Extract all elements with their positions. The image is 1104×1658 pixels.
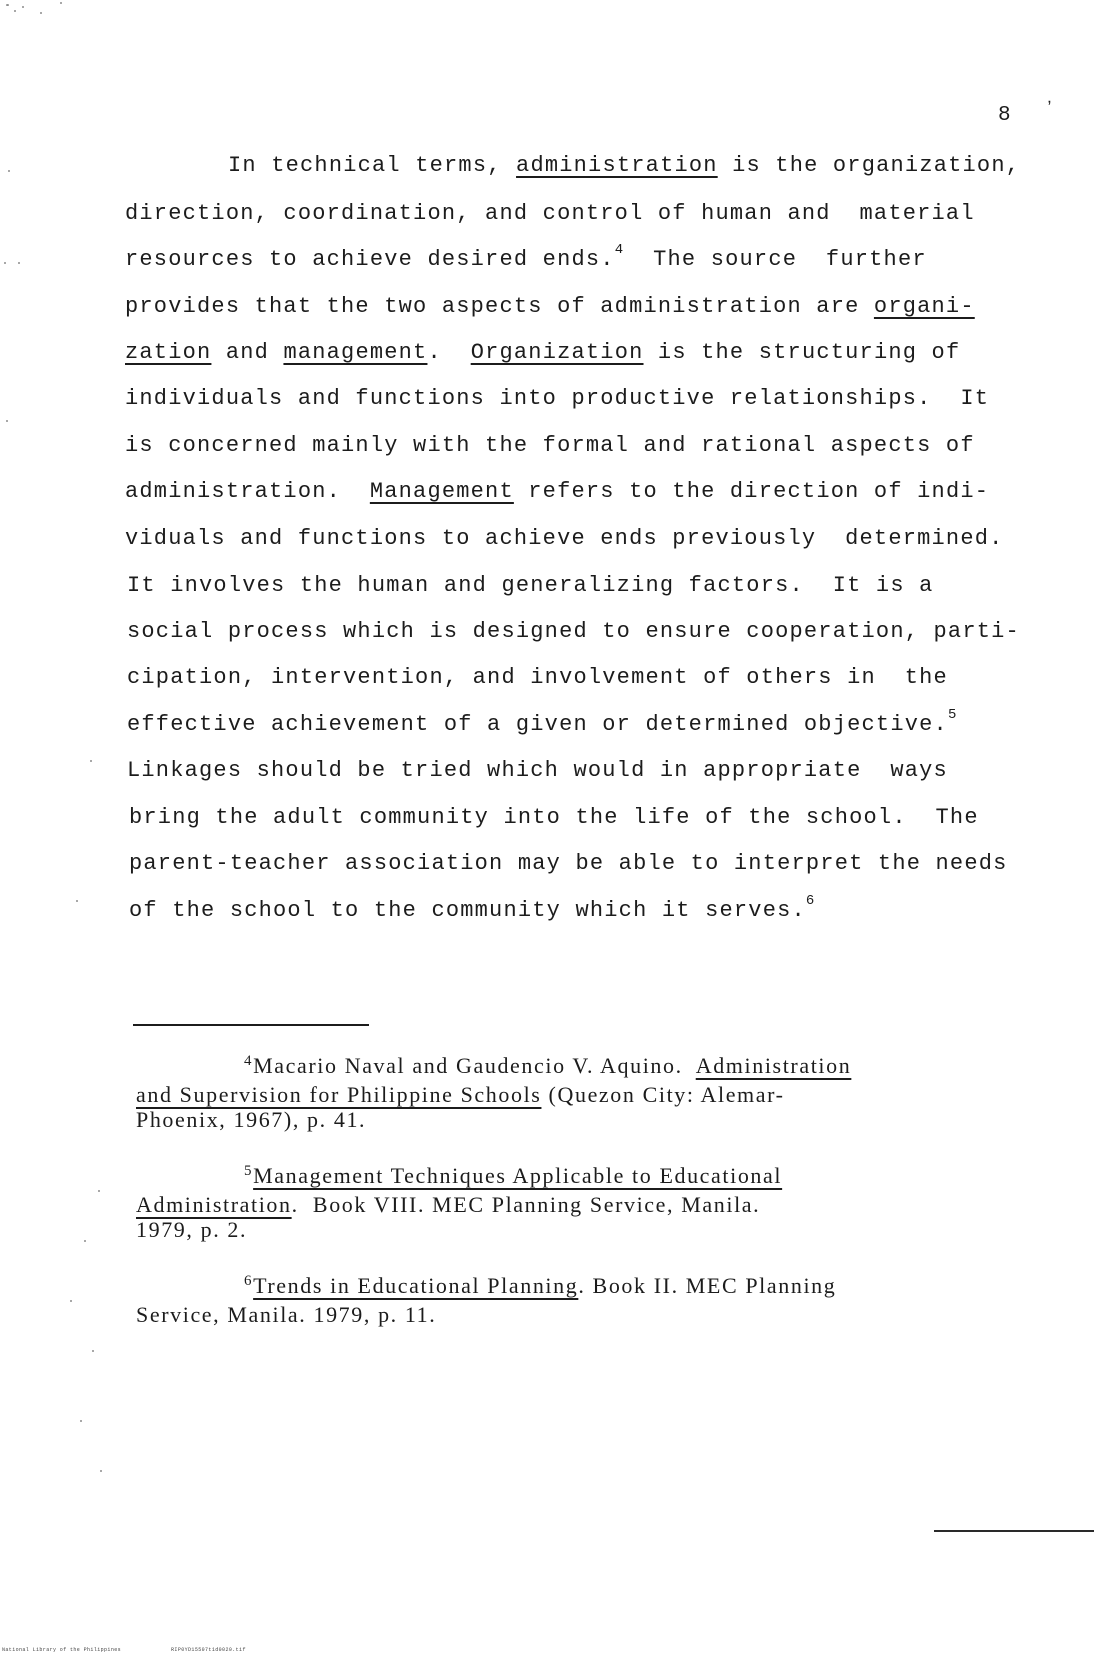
body-line: parent-teacher association may be able to interpret the needs [129, 851, 1008, 876]
body-line: individuals and functions into productive relationships. It [125, 386, 990, 411]
page-number: 8 [998, 104, 1012, 127]
footnote-number: 4 [244, 1053, 254, 1069]
body-line: administration. Management refers to the direction of indi- [125, 479, 990, 504]
body-line: provides that the two aspects of administration are organi- [125, 294, 975, 319]
footnote-ref-4: 4 [614, 242, 625, 258]
scan-footer: National Library of the Philippines RIP0YD15507t1d0020.tif [2, 1647, 246, 1653]
footnote-ref-5: 5 [947, 707, 958, 723]
scan-mark: ʼ [1044, 100, 1055, 120]
body-line: It involves the human and generalizing factors. It is a [127, 573, 934, 598]
body-line: direction, coordination, and control of human and material [125, 201, 975, 226]
margin-rule [934, 1530, 1094, 1532]
body-line: of the school to the community which it serves.$^6$ [129, 893, 816, 923]
body-line: effective achievement of a given or determined objective.$^5$ [127, 707, 958, 737]
document-page: 8 ʼ In technical terms, administration is the organization, direction, coordination, and control of human and material resources to achieve desired ends.$^4$ The source further provides that the two aspects of administration are organi- zation and management. Organization is the structuring of individuals and functions into productive relationships. It is concerned mainly with the formal and rational aspects of administration. Management refers to the direction of indi- viduals and functions to achieve ends previously determined. It involves the human and generalizing factors. It is a social process which is designed to ensure cooperation, parti- cipation, intervention, and involvement of others in the effective achievement of a given or determined objective.$^5$ Linkages should be tried which would in appropriate ways bring the adult community into the life of the school. The parent-teacher association may be able to interpret the needs of the school to the community which it serves.$^6$ $^4$Macario Naval and Gaudencio V. Aquino. Administration and Supervision for Philippine Schools (Quezon City: Alemar- Phoenix, 1967), p. 41. $^5$Management Techniques Applicable to Educational Administration. Book VIII. MEC Planning Service, Manila. 1979, p. 2. $^6$Trends in Educational Planning. Book II. MEC Planning Service, Manila. 1979, p. 11. National Library of the Philippines RIP0YD15507t1d0020.tif [0, 0, 1104, 1658]
body-line: bring the adult community into the life of the school. The [129, 805, 979, 830]
body-line: resources to achieve desired ends.$^4$ The source further [125, 242, 927, 272]
body-line: cipation, intervention, and involvement of others in the [127, 665, 948, 690]
body-line: is concerned mainly with the formal and rational aspects of [125, 433, 975, 458]
footnote-ref-6: 6 [805, 893, 816, 909]
body-line: In technical terms, administration is the organization, [228, 153, 1021, 178]
footnote-number: 6 [244, 1273, 254, 1289]
footnote-separator [133, 1024, 369, 1026]
body-line: Linkages should be tried which would in appropriate ways [127, 758, 948, 783]
body-line: zation and management. Organization is the structuring of [125, 340, 961, 365]
footnote-number: 5 [244, 1163, 254, 1179]
body-line: social process which is designed to ensure cooperation, parti- [127, 619, 1020, 644]
body-line: viduals and functions to achieve ends previously determined. [125, 526, 1004, 551]
